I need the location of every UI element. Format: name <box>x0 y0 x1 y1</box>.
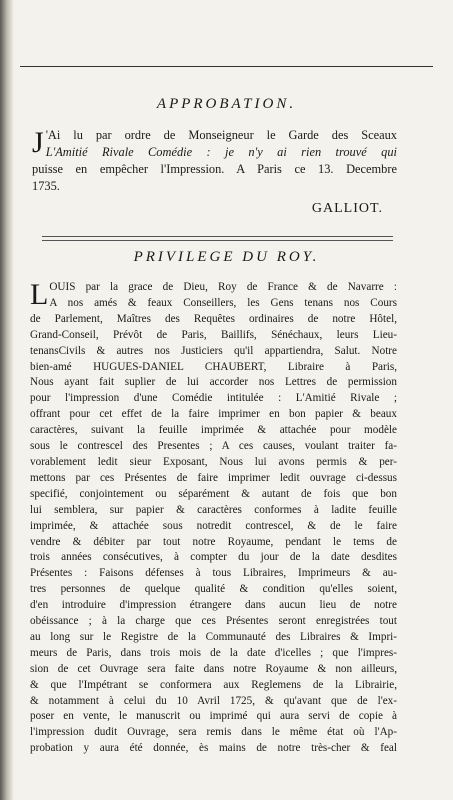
privilege-line: Nous ayant fait suplier de lui accorder nos Lettres de permission <box>30 376 397 389</box>
privilege-line: de Parlement, Maîtres des Requêtes ordinaires de notre Hôtel, <box>30 312 397 325</box>
privilege-line: poser en vente, le manuscrit ou imprimé qui aura servi de copie à <box>30 710 397 723</box>
privilege-line: vorablement ledit sieur Exposant, Nous lui avons permis & per- <box>30 455 397 468</box>
privilege-line: tres personnes de quelque qualité & condition qu'elles soient, <box>30 583 397 596</box>
divider-rule <box>42 236 393 237</box>
privilege-line: lui semblera, sur papier & caractères conformes à ladite feuille <box>30 503 397 516</box>
approbation-dropcap: J <box>32 126 44 159</box>
approbation-text <box>32 127 397 195</box>
privilege-line: Présentes : Faisons défenses à tous Libraires, Imprimeurs & au- <box>30 567 397 580</box>
privilege-line: imprimée, & attachée sous notredit contrescel, & de le faire <box>30 519 397 532</box>
privilege-line: tenansCivils & autres nos Justiciers qu'il appartiendra, Salut. Notre <box>30 344 397 357</box>
privilege-line: l'impression dudit Ouvrage, sera remis dans le même état où l'Ap- <box>30 726 397 739</box>
approbation-line-text: L'Amitié Rivale Comédie : je n'y ai rien trouvé qui <box>45 145 397 159</box>
privilege-line: meurs de Paris, dans trois mois de la date d'icelles ; que l'impres- <box>30 646 397 659</box>
approbation-signature: GALLIOT. <box>311 201 383 216</box>
privilege-line: specifié, conjointement ou séparément & autant de fois que bon <box>30 487 397 500</box>
approbation-line: 'Ai lu par ordre de Monseigneur le Garde des Sceaux <box>45 128 397 142</box>
approbation-line: puisse en empêcher l'Impression. A Paris ce 13. Decembre <box>32 162 397 176</box>
approbation-line: 1735. <box>32 179 60 193</box>
privilege-dropcap: L <box>30 278 49 311</box>
privilege-line: & notamment à celui du 10 Avril 1725, & qu'avant que de l'ex- <box>30 694 397 707</box>
privilege-line: d'en introduire d'impression étrangere dans aucun lieu de notre <box>30 599 397 612</box>
privilege-line: caractères, suivant la feuille imprimée & attachée pour modèle <box>30 424 397 437</box>
privilege-line: au long sur le Registre de la Communauté des Libraires & Impri- <box>30 630 397 643</box>
privilege-text <box>30 280 397 757</box>
privilege-line: pour l'impression d'une Comédie intitulée : L'Amitié Rivale ; <box>30 392 397 405</box>
approbation-line <box>32 144 397 161</box>
privilege-line: Grand-Conseil, Prévôt de Paris, Baillifs, Sénéchaux, leurs Lieu- <box>30 328 397 341</box>
privilege-line: sion de cet Ouvrage sera faite dans notre Royaume & non ailleurs, <box>30 662 397 675</box>
privilege-line: obéissance ; à la charge que ces Présentes seront enregistrées tout <box>30 615 397 628</box>
privilege-heading: PRIVILEGE DU ROY. <box>133 249 320 265</box>
divider-rule-double <box>42 240 393 241</box>
privilege-line: offrant pour cet effet de la faire imprimer en bon papier & beaux <box>30 408 397 421</box>
top-rule <box>20 66 433 67</box>
privilege-line: OUIS par la grace de Dieu, Roy de France & de Navarre : <box>49 281 397 293</box>
privilege-line: probation y aura été donnée, ès mains de notre très-cher & feal <box>30 742 397 755</box>
privilege-line: & que l'Impétrant se conformera aux Reglemens de la Librairie, <box>30 678 397 691</box>
approbation-heading: APPROBATION. <box>156 96 297 112</box>
privilege-line: bien-amé HUGUES-DANIEL CHAUBERT, Libraire à Paris, <box>30 360 397 373</box>
privilege-line: A nos amés & feaux Conseillers, les Gens tenans nos Cours <box>49 296 397 309</box>
privilege-line: vendre & débiter par tout notre Royaume, pendant le tems de <box>30 535 397 548</box>
privilege-line: sous le contrescel des Presentes ; A ces causes, voulant traiter fa- <box>30 440 397 453</box>
privilege-line: trois années consécutives, à compter du jour de la date desdites <box>30 551 397 564</box>
privilege-line: mettons par ces Présentes de faire imprimer ledit ouvrage ci-dessus <box>30 471 397 484</box>
